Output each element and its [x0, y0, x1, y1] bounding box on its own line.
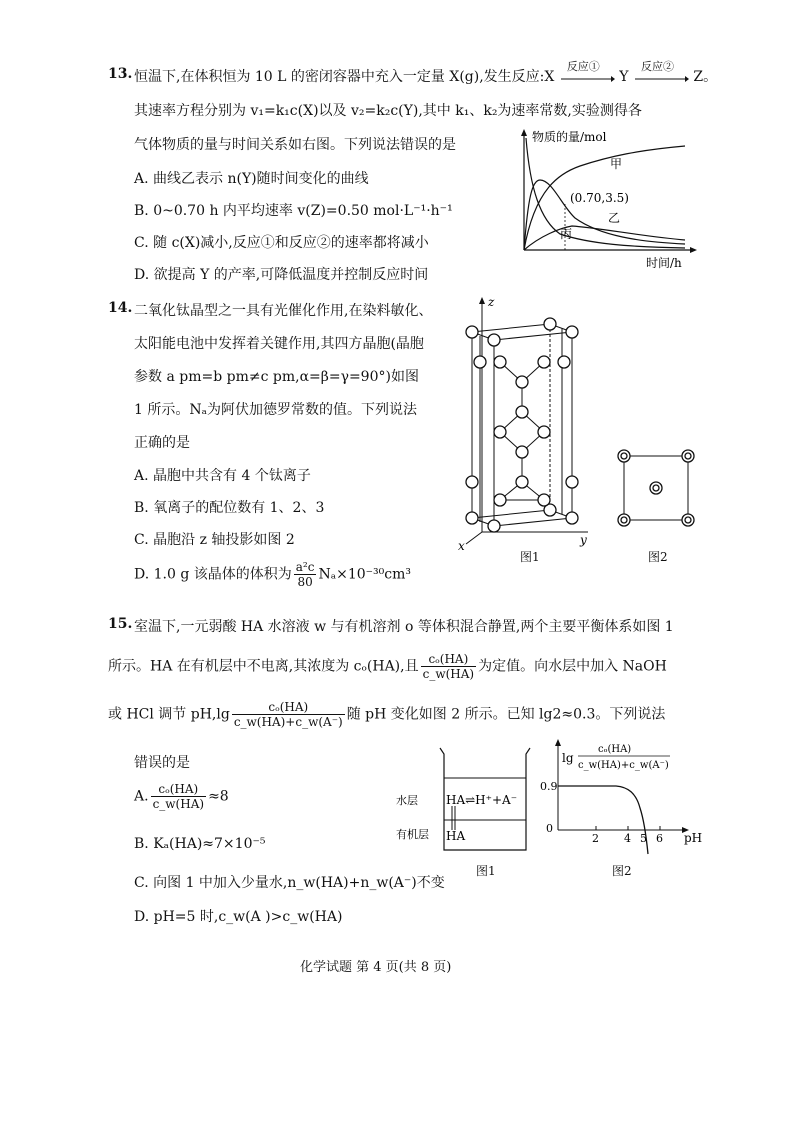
q15-fig1-caption: 图1 — [476, 864, 496, 878]
q15-option-b: B. Kₐ(HA)≈7×10⁻⁵ — [134, 836, 266, 852]
q15-line2 — [108, 652, 667, 681]
q15-line2-den: c_w(HA) — [422, 667, 475, 681]
q14-option-a: A. 晶胞中共含有 4 个钛离子 — [134, 468, 311, 484]
reaction-arrow-1 — [559, 60, 615, 84]
fig2-tick-2: 2 — [592, 832, 599, 845]
q13-option-c: C. 随 c(X)减小,反应①和反应②的速率都将减小 — [134, 235, 429, 251]
fig2-y-arrow — [555, 739, 561, 746]
q14-option-b: B. 氧离子的配位数有 1、2、3 — [134, 500, 325, 516]
arrow1-line — [559, 74, 615, 84]
q15-number: 15. — [108, 616, 133, 632]
q13-line1-text: 恒温下,在体积恒为 10 L 的密闭容器中充入一定量 X(g),发生反应:X — [134, 69, 555, 85]
q15-option-c: C. 向图 1 中加入少量水,n_w(HA)+n_w(A⁻)不变 — [134, 875, 445, 891]
arrow2-line — [633, 74, 689, 84]
q15-line3-a: 或 HCl 调节 pH,lg — [108, 706, 230, 723]
q15-line2-num: cₒ(HA) — [421, 652, 477, 667]
fig2-den: c_w(HA)+c_w(A⁻) — [578, 760, 669, 771]
q15-opta-suffix: ≈8 — [208, 788, 229, 805]
species-y: Y — [619, 69, 629, 85]
q14-fig1-crystal — [450, 292, 600, 552]
y-axis-arrow — [521, 129, 527, 136]
axis-x-label: x — [458, 539, 465, 552]
q15-line3-num: cₒ(HA) — [232, 700, 345, 715]
water-layer-label: 水层 — [396, 794, 418, 807]
species-z: Z。 — [693, 69, 718, 85]
fig2-lg: lg — [562, 751, 574, 765]
q13-option-d: D. 欲提高 Y 的产率,可降低温度并控制反应时间 — [134, 267, 429, 283]
q15-opta-fraction — [151, 782, 207, 811]
q15-opta-num: cₒ(HA) — [151, 782, 207, 797]
water-eq: HA⇌H⁺+A⁻ — [446, 793, 518, 807]
arrow1-label: 反应① — [566, 60, 600, 73]
organic-eq: HA — [446, 829, 466, 843]
x-axis-arrow — [690, 247, 697, 253]
q15-line4: 错误的是 — [134, 755, 190, 771]
curve-jia-label: 甲 — [610, 157, 623, 171]
fig2-tick-5: 5 — [640, 832, 647, 845]
q14-optd-den: 80 — [297, 575, 313, 589]
graph-ylabel: 物质的量/mol — [532, 130, 607, 144]
q15-fig2-graph — [536, 738, 704, 860]
axis-y-label: y — [580, 533, 587, 547]
q15-option-a — [134, 782, 229, 811]
z-axis-arrow — [479, 297, 485, 304]
q14-optd-suffix: Nₐ×10⁻³⁰cm³ — [318, 566, 411, 583]
q14-number: 14. — [108, 300, 133, 316]
q14-fig2-caption: 图2 — [648, 550, 668, 564]
x-axis — [466, 532, 482, 544]
fig2-curve — [558, 786, 648, 854]
q14-optd-prefix: D. 1.0 g 该晶体的体积为 — [134, 566, 292, 583]
q14-optd-fraction — [294, 560, 317, 589]
fig2-xlabel: pH — [684, 831, 703, 845]
q13-number: 13. — [108, 66, 133, 82]
q15-fig2-caption: 图2 — [612, 864, 632, 878]
q14-line1: 二氧化钛晶型之一具有光催化作用,在染料敏化、 — [134, 303, 433, 319]
fig2-tick-4: 4 — [624, 832, 631, 845]
q13-graph — [510, 128, 700, 278]
q14-line2: 太阳能电池中发挥着关键作用,其四方晶胞(晶胞 — [134, 336, 424, 352]
graph-xlabel: 时间/h — [646, 256, 682, 270]
q13-line2: 其速率方程分别为 v₁=k₁c(X)以及 v₂=k₂c(Y),其中 k₁、k₂为速率常数,实验测得各 — [134, 103, 642, 119]
fig2-num: cₒ(HA) — [598, 744, 632, 755]
point-label: (0.70,3.5) — [570, 191, 629, 205]
q15-line3 — [108, 700, 665, 729]
curve-bing — [524, 226, 685, 250]
q14-fig2-projection — [612, 444, 702, 534]
fig2-y09: 0.9 — [540, 780, 558, 793]
q14-fig1-caption: 图1 — [520, 550, 540, 564]
q13-line3: 气体物质的量与时间关系如右图。下列说法错误的是 — [134, 137, 456, 153]
q15-line3-fraction — [232, 700, 345, 729]
q14-line4: 1 所示。Nₐ为阿伏加德罗常数的值。下列说法 — [134, 402, 418, 418]
q15-option-d: D. pH=5 时,c_w(A )>c_w(HA) — [134, 909, 343, 925]
axis-z-label: z — [488, 295, 495, 309]
fig2-y0: 0 — [546, 822, 553, 835]
curve-bing-label: 丙 — [560, 227, 573, 241]
q15-line2-a: 所示。HA 在有机层中不电离,其浓度为 cₒ(HA),且 — [108, 658, 419, 675]
q15-opta-den: c_w(HA) — [152, 797, 205, 811]
organic-layer-label: 有机层 — [396, 828, 429, 841]
q13-line1 — [134, 60, 718, 86]
page-footer: 化学试题 第 4 页(共 8 页) — [300, 960, 452, 975]
q15-line2-b: 为定值。向水层中加入 NaOH — [478, 658, 667, 675]
reaction-arrow-2 — [633, 60, 689, 84]
q14-line5: 正确的是 — [134, 435, 190, 451]
curve-yi-label: 乙 — [608, 211, 621, 225]
q15-fig1-beaker — [396, 744, 536, 856]
q13-option-a: A. 曲线乙表示 n(Y)随时间变化的曲线 — [134, 171, 369, 187]
projection-atoms — [618, 450, 694, 526]
q15-line1: 室温下,一元弱酸 HA 水溶液 w 与有机溶剂 o 等体积混合静置,两个主要平衡体系如图 1 — [134, 619, 674, 635]
q15-line3-b: 随 pH 变化如图 2 所示。已知 lg2≈0.3。下列说法 — [346, 706, 666, 723]
q13-option-b: B. 0~0.70 h 内平均速率 v(Z)=0.50 mol·L⁻¹·h⁻¹ — [134, 203, 453, 219]
q14-option-c: C. 晶胞沿 z 轴投影如图 2 — [134, 532, 295, 548]
q14-line3: 参数 a pm=b pm≠c pm,α=β=γ=90°)如图 — [134, 369, 419, 385]
q14-option-d — [134, 560, 411, 589]
fig2-tick-6: 6 — [656, 832, 663, 845]
q14-optd-num: a²c — [295, 560, 315, 574]
q15-line3-den: c_w(HA)+c_w(A⁻) — [233, 715, 343, 729]
q15-opta-prefix: A. — [134, 788, 149, 805]
cell-box — [472, 324, 572, 526]
q15-line2-fraction — [421, 652, 477, 681]
arrow2-label: 反应② — [640, 60, 674, 73]
